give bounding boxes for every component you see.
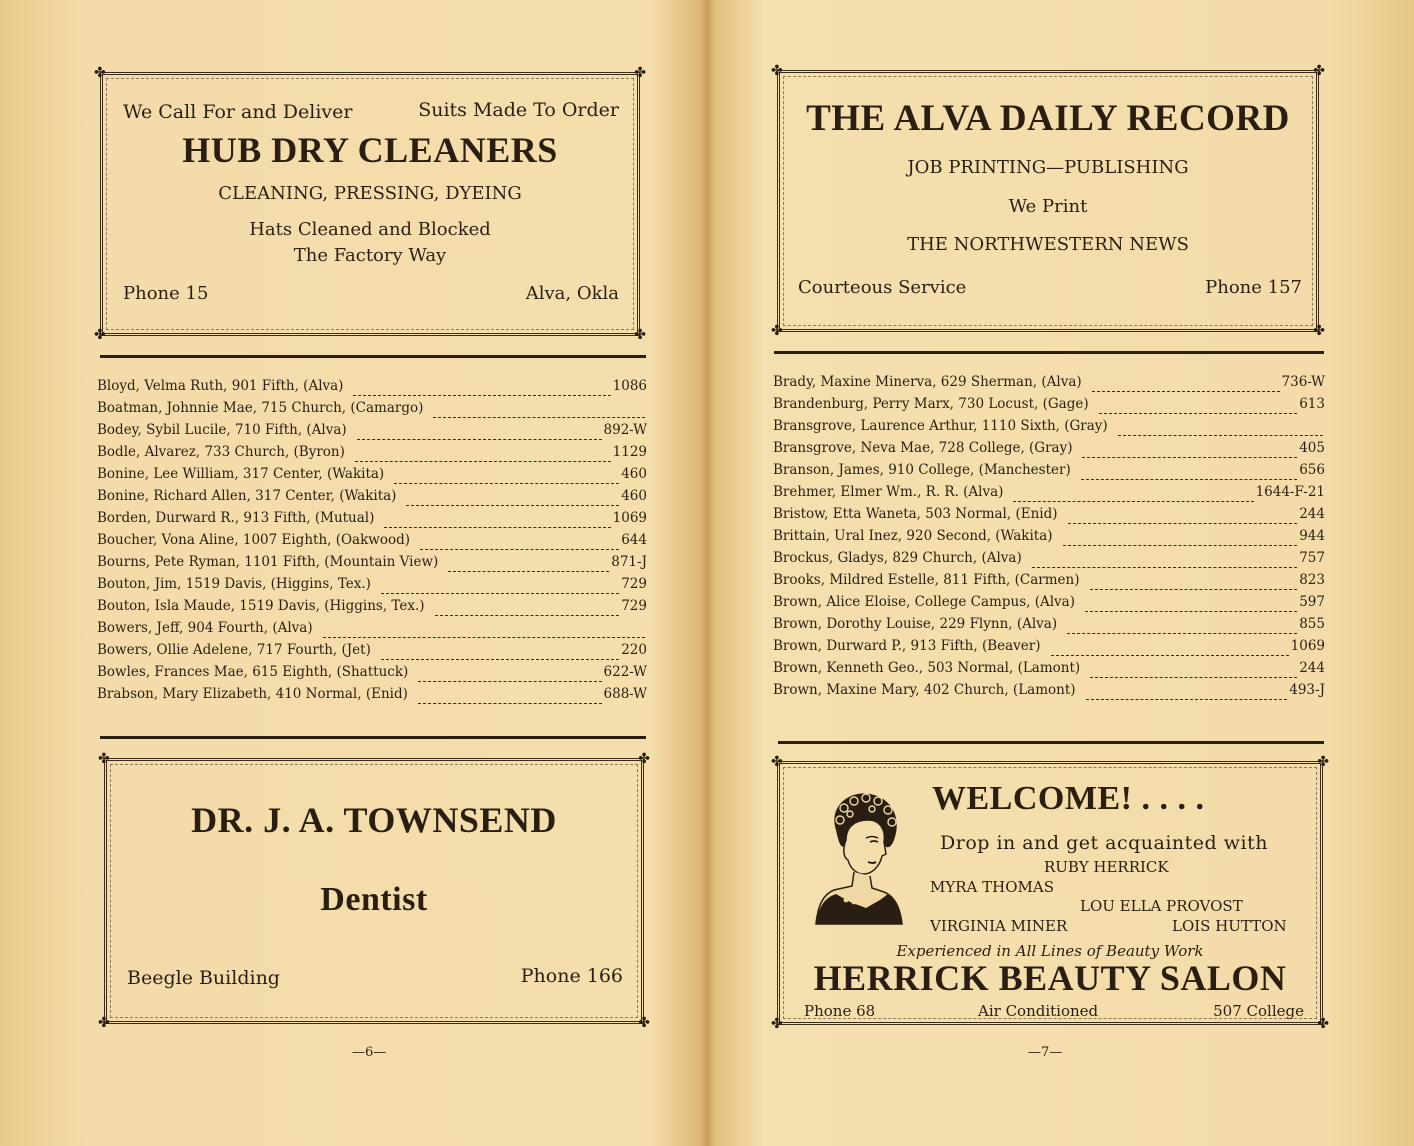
ornament-icon: ✤ — [1317, 1016, 1329, 1032]
page-number: —6— — [352, 1045, 387, 1060]
directory-entry: Brittain, Ural Inez, 920 Second, (Wakita) 944 — [773, 528, 1325, 544]
hub-hats-line1: Hats Cleaned and Blocked — [249, 219, 491, 240]
herrick-name4: VIRGINIA MINER — [930, 917, 1068, 935]
herrick-tagline: Experienced in All Lines of Beauty Work — [896, 942, 1204, 960]
directory-entry: Bloyd, Velma Ruth, 901 Fifth, (Alva) 1086 — [97, 378, 647, 394]
page-left — [0, 0, 706, 1146]
divider-rule — [774, 351, 1324, 354]
ornament-icon: ✤ — [771, 754, 783, 770]
directory-entry: Bonine, Lee William, 317 Center, (Wakita) 460 — [97, 466, 647, 482]
hub-top-left: We Call For and Deliver — [123, 101, 353, 123]
herrick-address: 507 College — [1213, 1002, 1304, 1020]
directory-entry: Bristow, Etta Waneta, 503 Normal, (Enid) 244 — [773, 506, 1325, 522]
townsend-address: Beegle Building — [127, 967, 280, 989]
directory-list — [97, 378, 647, 708]
ornament-icon: ✤ — [98, 1015, 110, 1031]
hub-top-right: Suits Made To Order — [418, 99, 619, 121]
herrick-intro: Drop in and get acquainted with — [940, 832, 1268, 854]
divider-rule — [100, 355, 646, 358]
directory-entry: Bouton, Jim, 1519 Davis, (Higgins, Tex.) 729 — [97, 576, 647, 592]
herrick-beauty-salon-ad — [771, 754, 1329, 1032]
townsend-subtitle: Dentist — [320, 881, 428, 918]
directory-entry: Boatman, Johnnie Mae, 715 Church, (Camargo) — [97, 400, 647, 422]
herrick-name5: LOIS HUTTON — [1172, 917, 1287, 935]
directory-entry: Bowers, Ollie Adelene, 717 Fourth, (Jet) 220 — [97, 642, 647, 658]
directory-entry: Brandenburg, Perry Marx, 730 Locust, (Gage) 613 — [773, 396, 1325, 412]
directory-entry: Bowles, Frances Mae, 615 Eighth, (Shattuck) 622-W — [97, 664, 647, 680]
directory-entry: Brown, Alice Eloise, College Campus, (Alva) 597 — [773, 594, 1325, 610]
hub-hats-line2: The Factory Way — [293, 245, 447, 266]
ornament-icon: ✤ — [1313, 63, 1325, 79]
record-line1: JOB PRINTING—PUBLISHING — [907, 157, 1189, 178]
record-line2: We Print — [1008, 196, 1088, 217]
directory-entry: Brown, Durward P., 913 Fifth, (Beaver) 1069 — [773, 638, 1325, 654]
directory-entry: Bransgrove, Laurence Arthur, 1110 Sixth, (Gray) — [773, 418, 1325, 440]
directory-entry: Bodle, Alvarez, 733 Church, (Byron) 1129 — [97, 444, 647, 460]
ornament-icon: ✤ — [771, 1016, 783, 1032]
directory-entry: Bowers, Jeff, 904 Fourth, (Alva) — [97, 620, 647, 642]
directory-entry: Brady, Maxine Minerva, 629 Sherman, (Alva) 736-W — [773, 374, 1325, 390]
ornament-icon: ✤ — [94, 65, 106, 81]
herrick-title: HERRICK BEAUTY SALON — [813, 958, 1287, 998]
ornament-icon: ✤ — [771, 63, 783, 79]
herrick-welcome: WELCOME! . . . . — [932, 780, 1205, 817]
ornament-icon: ✤ — [98, 751, 110, 767]
ornament-icon: ✤ — [634, 65, 646, 81]
page-right — [708, 0, 1414, 1146]
directory-entry: Borden, Durward R., 913 Fifth, (Mutual) 1069 — [97, 510, 647, 526]
record-phone: Phone 157 — [1205, 277, 1302, 298]
hub-title: HUB DRY CLEANERS — [182, 130, 558, 170]
directory-entry: Boucher, Vona Aline, 1007 Eighth, (Oakwood) 644 — [97, 532, 647, 548]
directory-entry: Brown, Maxine Mary, 402 Church, (Lamont) 493-J — [773, 682, 1325, 698]
herrick-name2: MYRA THOMAS — [930, 878, 1055, 896]
ornament-icon: ✤ — [638, 1015, 650, 1031]
ornament-icon: ✤ — [1313, 323, 1325, 339]
directory-entry: Brown, Kenneth Geo., 503 Normal, (Lamont) 244 — [773, 660, 1325, 676]
herrick-name3: LOU ELLA PROVOST — [1080, 897, 1243, 915]
woman-portrait-illustration — [810, 784, 914, 926]
townsend-dentist-ad — [98, 751, 650, 1031]
divider-rule — [778, 741, 1324, 744]
directory-entry: Bransgrove, Neva Mae, 728 College, (Gray) 405 — [773, 440, 1325, 456]
directory-entry: Brehmer, Elmer Wm., R. R. (Alva) 1644-F-21 — [773, 484, 1325, 500]
ornament-icon: ✤ — [638, 751, 650, 767]
directory-list — [773, 374, 1325, 704]
ornament-icon: ✤ — [1317, 754, 1329, 770]
directory-entry: Bodey, Sybil Lucile, 710 Fifth, (Alva) 892-W — [97, 422, 647, 438]
ornament-icon: ✤ — [771, 323, 783, 339]
record-service: Courteous Service — [798, 277, 967, 298]
directory-entry: Bonine, Richard Allen, 317 Center, (Wakita) 460 — [97, 488, 647, 504]
directory-entry: Brown, Dorothy Louise, 229 Flynn, (Alva) 855 — [773, 616, 1325, 632]
townsend-phone: Phone 166 — [520, 965, 623, 987]
herrick-phone: Phone 68 — [804, 1002, 876, 1020]
townsend-title: DR. J. A. TOWNSEND — [191, 800, 557, 840]
hub-services: CLEANING, PRESSING, DYEING — [218, 183, 522, 204]
record-line3: THE NORTHWESTERN NEWS — [907, 234, 1189, 255]
directory-entry: Bourns, Pete Ryman, 1101 Fifth, (Mountain View) 871-J — [97, 554, 647, 570]
alva-daily-record-ad — [771, 63, 1325, 339]
ornament-icon: ✤ — [94, 327, 106, 343]
record-title: THE ALVA DAILY RECORD — [806, 98, 1290, 139]
herrick-feature: Air Conditioned — [978, 1002, 1099, 1020]
hub-phone: Phone 15 — [123, 283, 209, 304]
herrick-name1: RUBY HERRICK — [1044, 858, 1169, 876]
directory-entry: Brooks, Mildred Estelle, 811 Fifth, (Carmen) 823 — [773, 572, 1325, 588]
directory-entry: Brabson, Mary Elizabeth, 410 Normal, (Enid) 688-W — [97, 686, 647, 702]
directory-entry: Branson, James, 910 College, (Manchester) 656 — [773, 462, 1325, 478]
divider-rule — [100, 736, 646, 739]
hub-dry-cleaners-ad — [94, 65, 646, 343]
ornament-icon: ✤ — [634, 327, 646, 343]
directory-entry: Bouton, Isla Maude, 1519 Davis, (Higgins, Tex.) 729 — [97, 598, 647, 614]
directory-entry: Brockus, Gladys, 829 Church, (Alva) 757 — [773, 550, 1325, 566]
hub-location: Alva, Okla — [525, 283, 619, 304]
page-number: —7— — [1028, 1045, 1063, 1060]
